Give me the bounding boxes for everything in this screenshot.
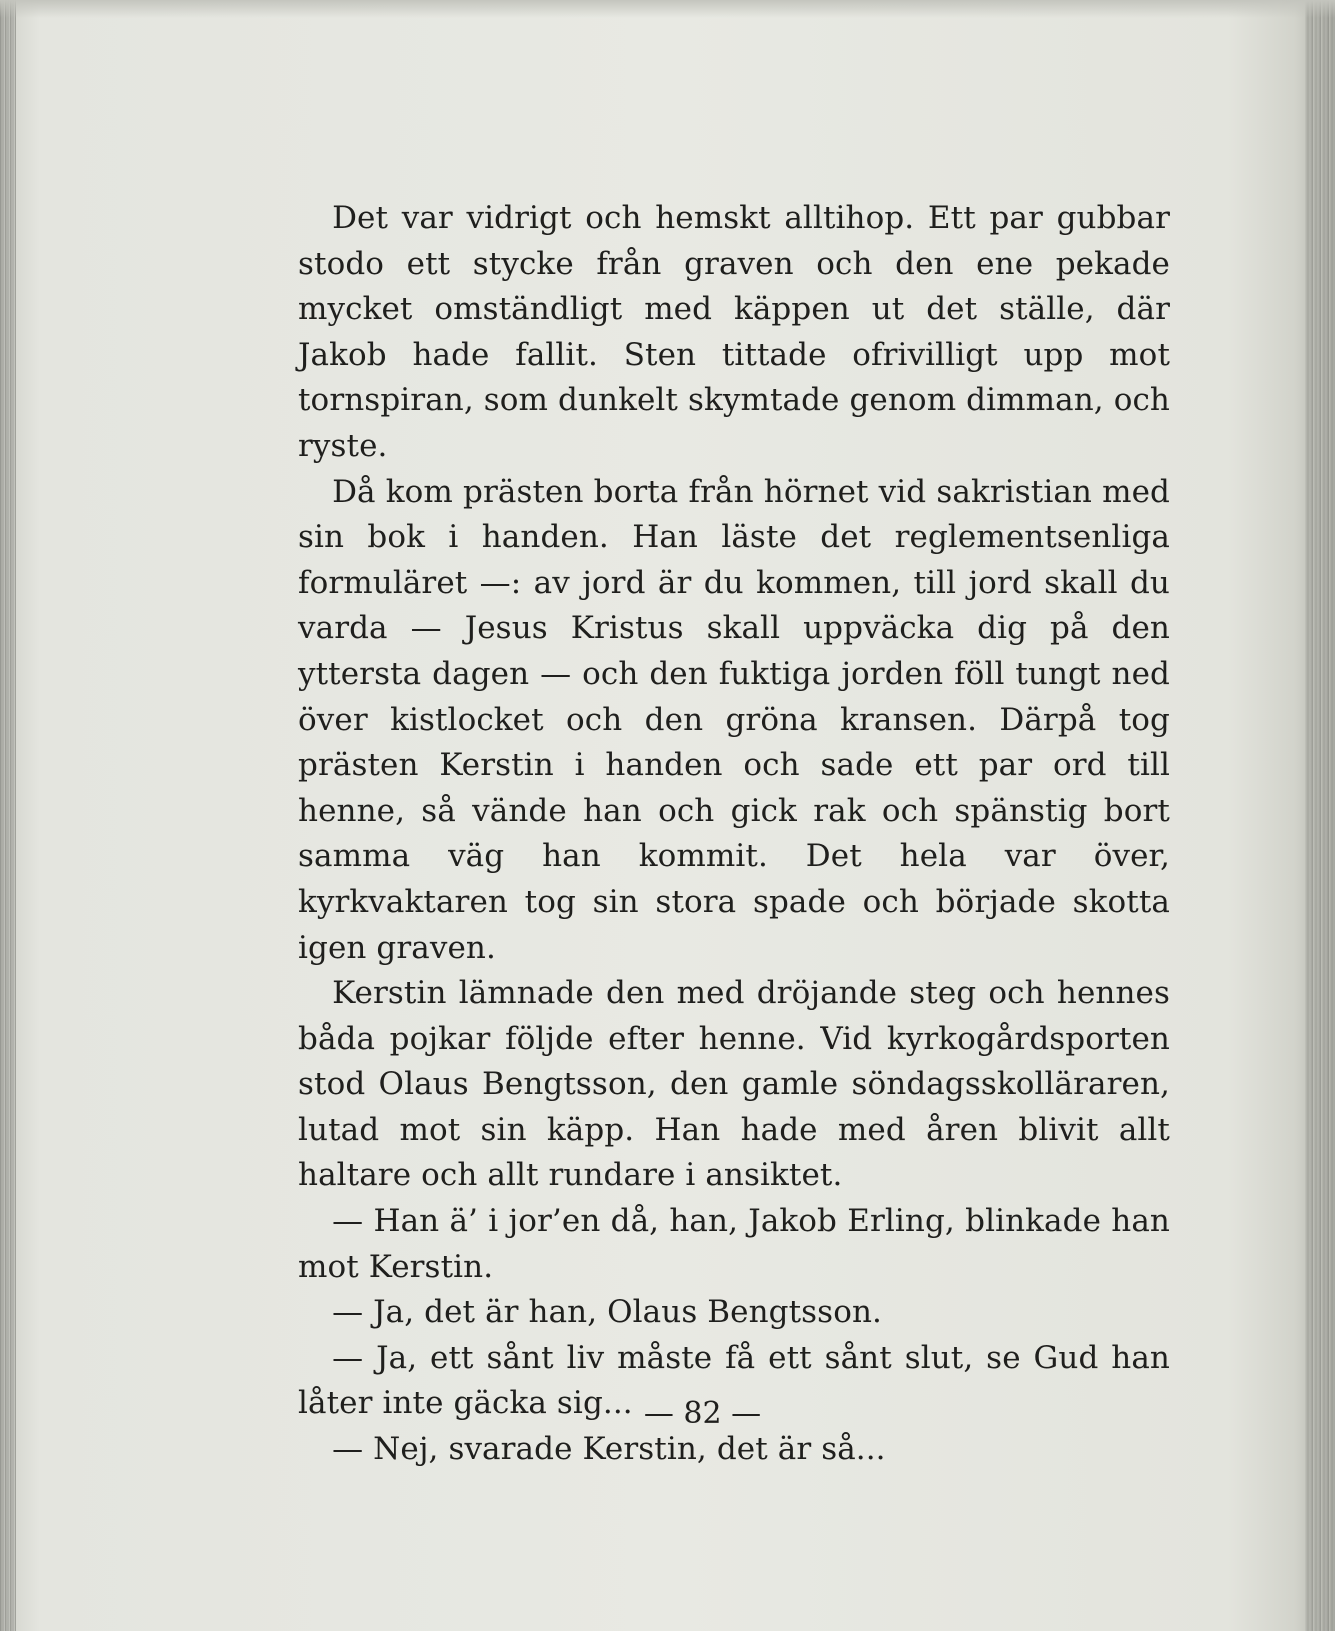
paragraph-3: Kerstin lämnade den med dröjande steg och hennes båda pojkar följde efter henne. Vid kyrkogårdsporten stod Olaus Bengtsson, den gamle söndagsskolläraren, lutad mot sin käpp. Han hade med åren blivit allt haltare och allt rundare i ansiktet.: [298, 975, 1170, 1194]
page-edge-left: [0, 0, 16, 1631]
page-number: — 82 —: [643, 1396, 762, 1431]
dialog-line-4: — Nej, svarade Kerstin, det är så...: [332, 1431, 886, 1468]
page-edge-right: [1305, 0, 1335, 1631]
dialog-line-1: — Han ä’ i jor’en då, han, Jakob Erling, blinkade han mot Kerstin.: [298, 1203, 1170, 1285]
body-text: [298, 196, 1170, 1473]
dialog-line-3: — Ja, ett sånt liv måste få ett sånt slut, se Gud han låter inte gäcka sig...: [298, 1339, 1170, 1422]
dialog-line-2: — Ja, det är han, Olaus Bengtsson.: [332, 1294, 882, 1331]
paragraph-2: Då kom prästen borta från hörnet vid sakristian med sin bok i handen. Han läste det reglementsenliga formuläret —: av jord är du kommen, till jord skall du varda — Jesus Kristus skall uppväcka dig på den yttersta dagen — och den fuktiga jorden föll tungt ned över kistlocket och den gröna kransen. Därpå tog prästen Kerstin i handen och sade ett par ord till henne, så vände han och gick rak och spänstig bort samma väg han kommit. Det hela var över, kyrkvaktaren tog sin stora spade och började skotta igen graven.: [298, 473, 1170, 966]
paragraph-1: Det var vidrigt och hemskt alltihop. Ett par gubbar stodo ett stycke från graven och den ene pekade mycket omständligt med käppen ut det ställe, där Jakob hade fallit. Sten tittade ofrivilligt upp mot tornspiran, som dunkelt skymtade genom dimman, och ryste.: [298, 200, 1170, 464]
page-shadow-top: [0, 0, 1335, 18]
